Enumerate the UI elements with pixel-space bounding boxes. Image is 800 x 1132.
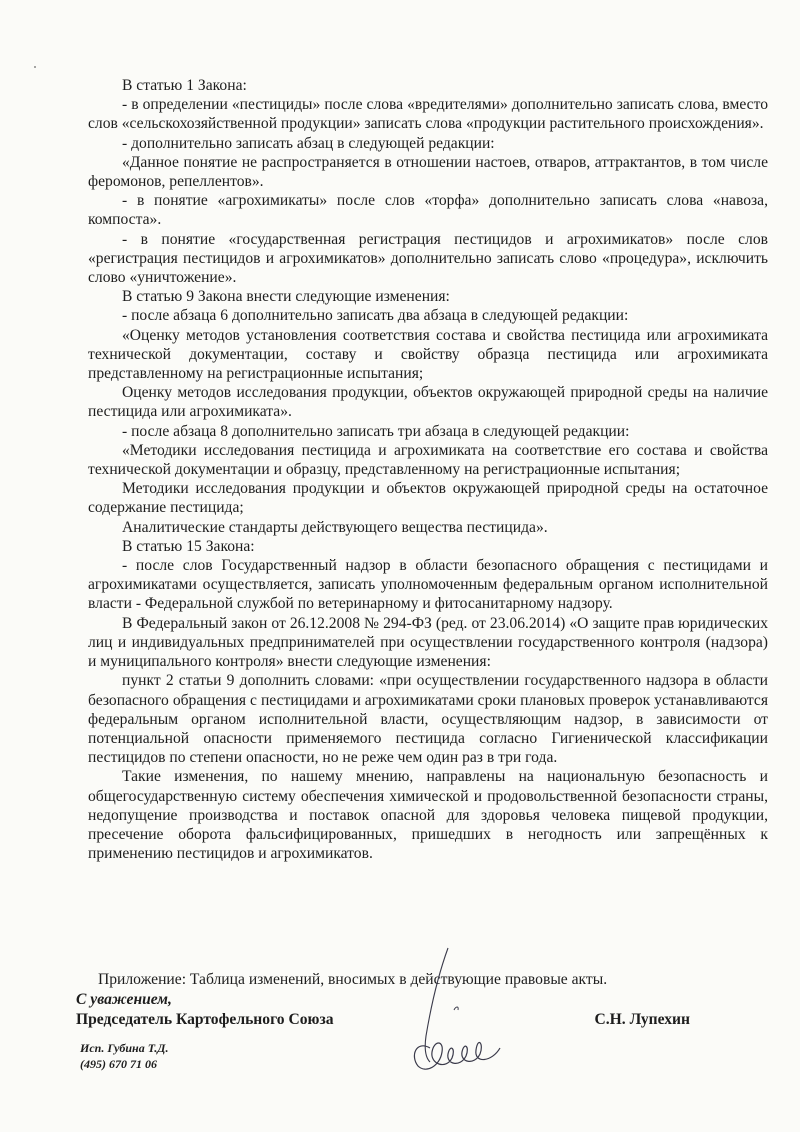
paragraph: - в понятие «государственная регистрация пестицидов и агрохимикатов» после слов «регистрация пестицидов и агрохимикатов» дополнительно записать слово «процедура», исключить слово «уничтожение». (88, 230, 768, 287)
paragraph: пункт 2 статьи 9 дополнить словами: «при осуществлении государственного надзора в области безопасного обращения с пестицидами и агрохимикатами сроки плановых проверок устанавливаются федеральным органом исполнительной власти, осуществляющим надзор, в зависимости от потенциальной опасности применяемого пестицида согласно Гигиенической классификации пестицидов по степени опасности, но не реже чем один раз в три года. (88, 672, 768, 767)
paragraph: В Федеральный закон от 26.12.2008 № 294-ФЗ (ред. от 23.06.2014) «О защите прав юридических лиц и индивидуальных предпринимателей при осуществлении государственного контроля (надзора) и муниципального контроля» внести следующие изменения: (88, 614, 768, 671)
paragraph: В статью 15 Закона: (122, 537, 255, 555)
regards-line: С уважением, (76, 991, 172, 1008)
paragraph: «Данное понятие не распространяется в отношении настоев, отваров, аттрактантов, в том числе феромонов, репеллентов». (88, 153, 768, 191)
scan-speck (34, 66, 36, 68)
paragraph: В статью 1 Закона: (122, 77, 247, 94)
paragraph: Аналитические стандарты действующего вещества пестицида». (122, 518, 548, 536)
paragraph: - после абзаца 8 дополнительно записать три абзаца в следующей редакции: (122, 422, 630, 440)
paragraph: В статью 9 Закона внести следующие изменения: (122, 288, 450, 306)
paragraph: «Методики исследования пестицида и агрохимиката на соответствие его состава и свойства технической документации и образцу, представленному на регистрационные испытания; (88, 441, 768, 479)
paragraph: Такие изменения, по нашему мнению, направлены на национальную безопасность и общегосударственную систему обеспечения химической и продовольственной безопасности страны, недопущение производства и поставок опасной для здоровья человека пищевой продукции, пресечение оборота фальсифицированных, пришедших в негодность или запрещённых к применению пестицидов и агрохимикатов. (88, 768, 768, 863)
paragraph: - после абзаца 6 дополнительно записать два абзаца в следующей редакции: (122, 307, 629, 325)
attachment-note: Приложение: Таблица изменений, вносимых в действующие правовые акты. (98, 971, 608, 988)
paragraph: - после слов Государственный надзор в области безопасного обращения с пестицидами и агрохимикатами осуществляется, записать уполномоченным федеральным органом исполнительной власти - Федеральной службой по ветеринарному и фитосанитарному надзору. (88, 557, 768, 613)
signer-name: С.Н. Лупехин (594, 1011, 690, 1028)
executor-name: Исп. Губина Т.Д. (80, 1041, 169, 1055)
signer-position: Председатель Картофельного Союза (76, 1011, 334, 1028)
executor-phone: (495) 670 71 06 (80, 1057, 157, 1071)
paragraph: - в понятие «агрохимикаты» после слов «торфа» дополнительно записать слова «навоза, компоста». (88, 192, 768, 229)
paragraph: - в определении «пестициды» после слова «вредителями» дополнительно записать слова, вместо слов «сельскохозяйственной продукции» записать слова «продукции растительного происхождения». (88, 96, 768, 133)
paragraph: - дополнительно записать абзац в следующей редакции: (122, 134, 495, 152)
handwritten-signature (396, 940, 516, 1080)
letter-body (88, 76, 768, 863)
executor-block (80, 1040, 169, 1072)
paragraph: Методики исследования продукции и объектов окружающей природной среды на остаточное содержание пестицида; (88, 480, 768, 517)
paragraph: «Оценку методов установления соответствия состава и свойства пестицида или агрохимиката технической документации, составу и свойству образца пестицида или агрохимиката представленному на регистрационные испытания; (88, 326, 768, 383)
paragraph: Оценку методов исследования продукции, объектов окружающей природной среды на наличие пестицида или агрохимиката». (88, 384, 768, 421)
